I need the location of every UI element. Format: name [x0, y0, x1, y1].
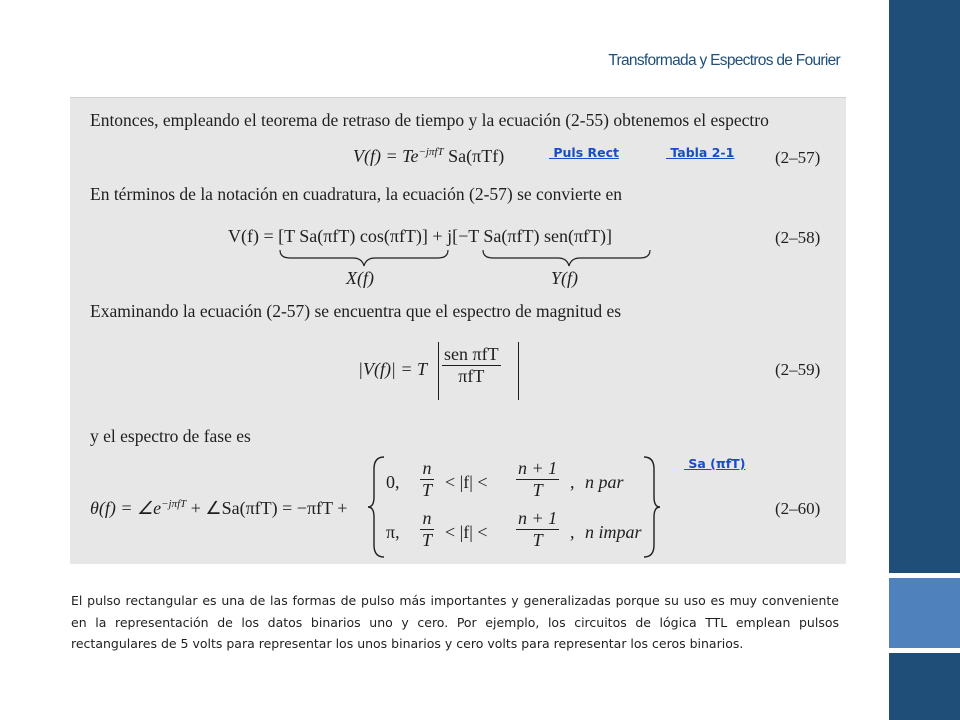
underbraces — [278, 248, 658, 270]
eq58-xf-label — [346, 268, 374, 289]
eq59-lhs-text: |V(f)| = T — [358, 359, 428, 379]
eq59-num: sen πfT — [444, 344, 499, 364]
eq60-exp: −jπfT — [161, 498, 187, 510]
case2-comma: , — [570, 522, 575, 542]
eq58-yf-label — [551, 268, 578, 289]
case2-n: n — [422, 508, 432, 528]
case2-frac-n — [420, 508, 434, 551]
sidebar-decoration-light — [889, 578, 960, 648]
body-paragraph: El pulso rectangular es una de las formas de pulso más importantes y generalizadas porque su uso es muy conveniente en la representación de los datos binarios uno y cero. Por ejemplo, los circuitos de lógica TTL emplean pulsos rectangulares de 5 volts para representar los unos binarios y cero volts para representar los ceros binarios. — [71, 593, 839, 651]
case2-n1: n + 1 — [518, 508, 558, 528]
right-curly-brace — [640, 455, 662, 559]
text-line-4: y el espectro de fase es — [90, 426, 251, 446]
case1-ineq: < |f| < — [445, 472, 488, 492]
case2-value: π, — [386, 522, 400, 542]
case2-T: T — [422, 530, 433, 550]
eq59-den: πfT — [458, 366, 485, 386]
case1-frac-n1 — [516, 458, 559, 501]
text-line-1: Entonces, empleando el teorema de retraso de tiempo y la ecuación (2-55) obtenemos el espectro — [90, 110, 769, 130]
eq57-lhs: V(f) = Te — [353, 146, 419, 166]
case1-T2: T — [532, 480, 543, 500]
impar-text: n impar — [585, 522, 642, 542]
eq59-fraction — [442, 344, 501, 387]
equation-panel — [70, 97, 846, 564]
sidebar-divider-bottom — [889, 648, 960, 653]
text-line-3: Examinando la ecuación (2-57) se encuentra que el espectro de magnitud es — [90, 301, 622, 321]
text-line-2: En términos de la notación en cuadratura, la ecuación (2-57) se convierte en — [90, 184, 623, 204]
eq60-mid: + ∠Sa(πfT) = −πfT + — [186, 498, 348, 518]
case2-impar — [585, 522, 642, 543]
eq59-number: (2–59) — [775, 360, 821, 379]
xf-text: X(f) — [346, 268, 374, 288]
eq57-exponent: −jπfT — [418, 146, 444, 158]
eq59-frac — [442, 344, 501, 387]
puls-rect-link[interactable]: Puls Rect — [549, 145, 619, 160]
eq57-number: (2–57) — [775, 148, 821, 167]
par-text: n par — [585, 472, 624, 492]
case1-value: 0, — [386, 472, 400, 492]
tabla-2-1-link[interactable]: Tabla 2-1 — [666, 145, 735, 160]
eq57-rhs: Sa(πTf) — [443, 146, 505, 166]
case2-T2: T — [532, 530, 543, 550]
case1-n1: n + 1 — [518, 458, 558, 478]
eq58-number: (2–58) — [775, 228, 821, 247]
equation-2-58: V(f) = [T Sa(πfT) cos(πfT)] + j[−T Sa(πfT) sen(πfT)] — [228, 226, 613, 246]
yf-text: Y(f) — [551, 268, 578, 288]
left-curly-brace — [366, 455, 388, 559]
case1-T: T — [422, 480, 433, 500]
case1-par — [585, 472, 624, 493]
case1-comma: , — [570, 472, 575, 492]
abs-bar-right — [518, 342, 519, 400]
case1-frac-n — [420, 458, 434, 501]
slide-title: Transformada y Espectros de Fourier — [608, 52, 840, 69]
case2-ineq: < |f| < — [445, 522, 488, 542]
sa-link[interactable]: Sa (πfT) — [684, 456, 746, 471]
abs-bar-left — [438, 342, 439, 400]
case1-n: n — [422, 458, 432, 478]
eq60-lhs-text: θ(f) = ∠e — [90, 498, 162, 518]
eq60-lhs — [90, 498, 347, 519]
case2-frac-n1 — [516, 508, 559, 551]
equation-2-57 — [353, 146, 504, 167]
eq59-lhs — [358, 359, 427, 380]
eq60-number: (2–60) — [775, 499, 821, 518]
